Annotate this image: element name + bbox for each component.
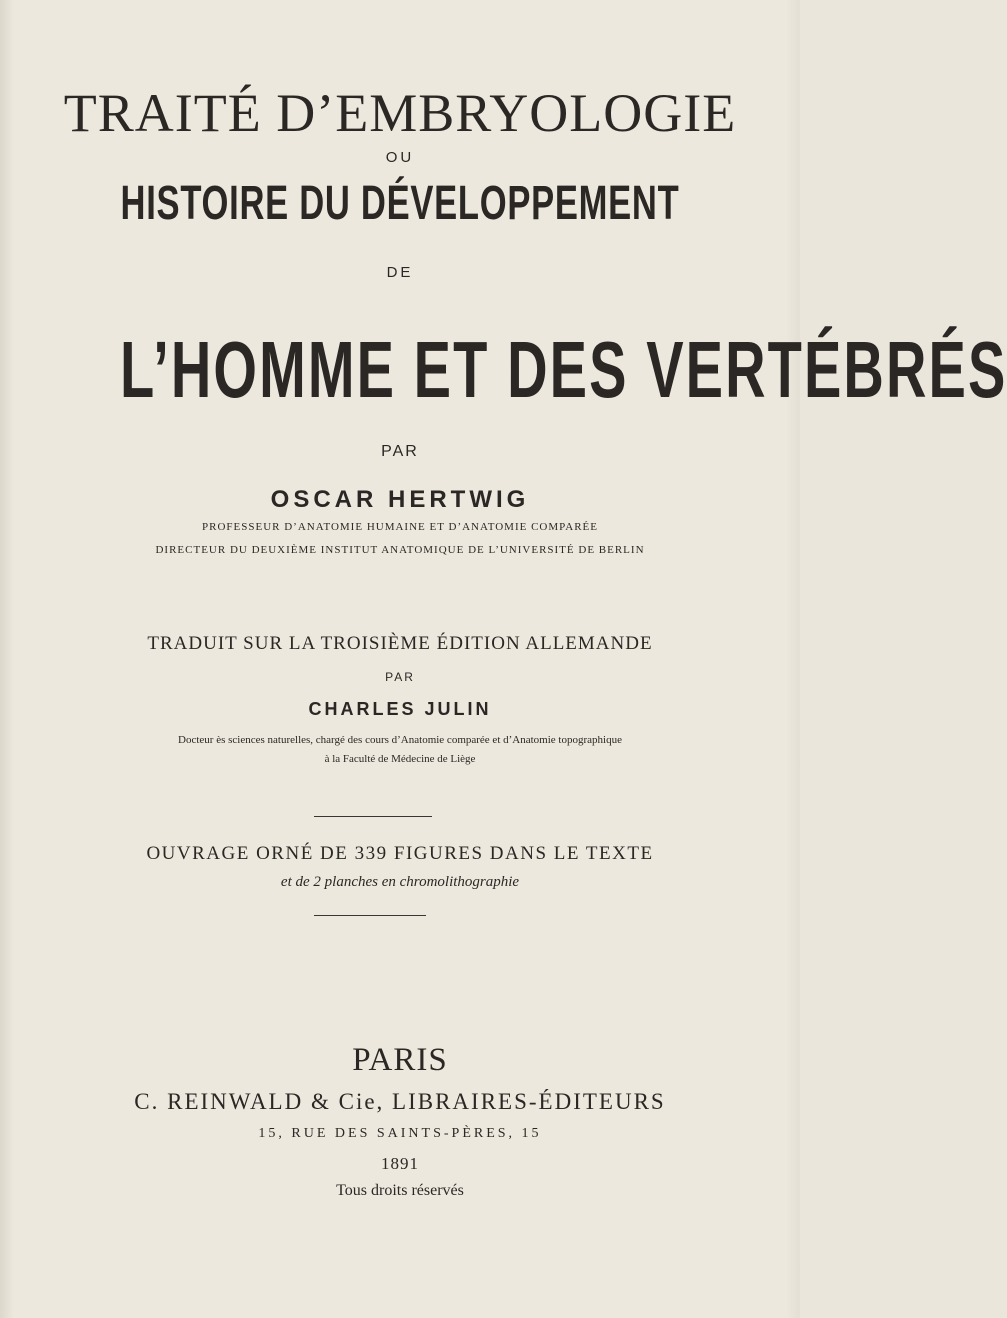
preposition-de: DE bbox=[386, 264, 414, 281]
publisher-name: C. REINWALD & Cie, LIBRAIRES-ÉDITEURS bbox=[134, 1089, 666, 1114]
by-label-translator: PAR bbox=[385, 670, 415, 684]
by-label-author: PAR bbox=[381, 443, 419, 460]
divider-rule bbox=[314, 915, 426, 916]
author-affiliation-1: PROFESSEUR D’ANATOMIE HUMAINE ET D’ANATOMIE COMPARÉE bbox=[202, 521, 598, 533]
divider-rule bbox=[314, 816, 432, 817]
translator-name: CHARLES JULIN bbox=[308, 699, 492, 719]
subtitle-line-2: L’HOMME ET DES VERTÉBRÉS bbox=[120, 325, 1007, 414]
plates-note: et de 2 planches en chromolithographie bbox=[280, 874, 520, 890]
conjunction-ou: OU bbox=[385, 149, 415, 166]
publication-city: PARIS bbox=[352, 1042, 448, 1078]
book-title: TRAITÉ D’EMBRYOLOGIE bbox=[63, 83, 737, 143]
translator-credentials-2: à la Faculté de Médecine de Liège bbox=[324, 753, 476, 765]
translation-note: TRADUIT SUR LA TROISIÈME ÉDITION ALLEMANDE bbox=[147, 633, 653, 654]
rights-statement: Tous droits réservés bbox=[336, 1182, 464, 1199]
author-affiliation-2: DIRECTEUR DU DEUXIÈME INSTITUT ANATOMIQUE DE L’UNIVERSITÉ DE BERLIN bbox=[155, 544, 645, 556]
illustrations-note: OUVRAGE ORNÉ DE 339 FIGURES DANS LE TEXTE bbox=[146, 843, 654, 864]
publication-year: 1891 bbox=[381, 1154, 419, 1173]
translator-credentials-1: Docteur ès sciences naturelles, chargé des cours d’Anatomie comparée et d’Anatomie topographique bbox=[178, 734, 622, 746]
subtitle-line-1: HISTOIRE DU DÉVELOPPEMENT bbox=[120, 177, 680, 230]
publisher-address: 15, RUE DES SAINTS-PÈRES, 15 bbox=[258, 1126, 542, 1141]
author-name: OSCAR HERTWIG bbox=[270, 486, 530, 513]
